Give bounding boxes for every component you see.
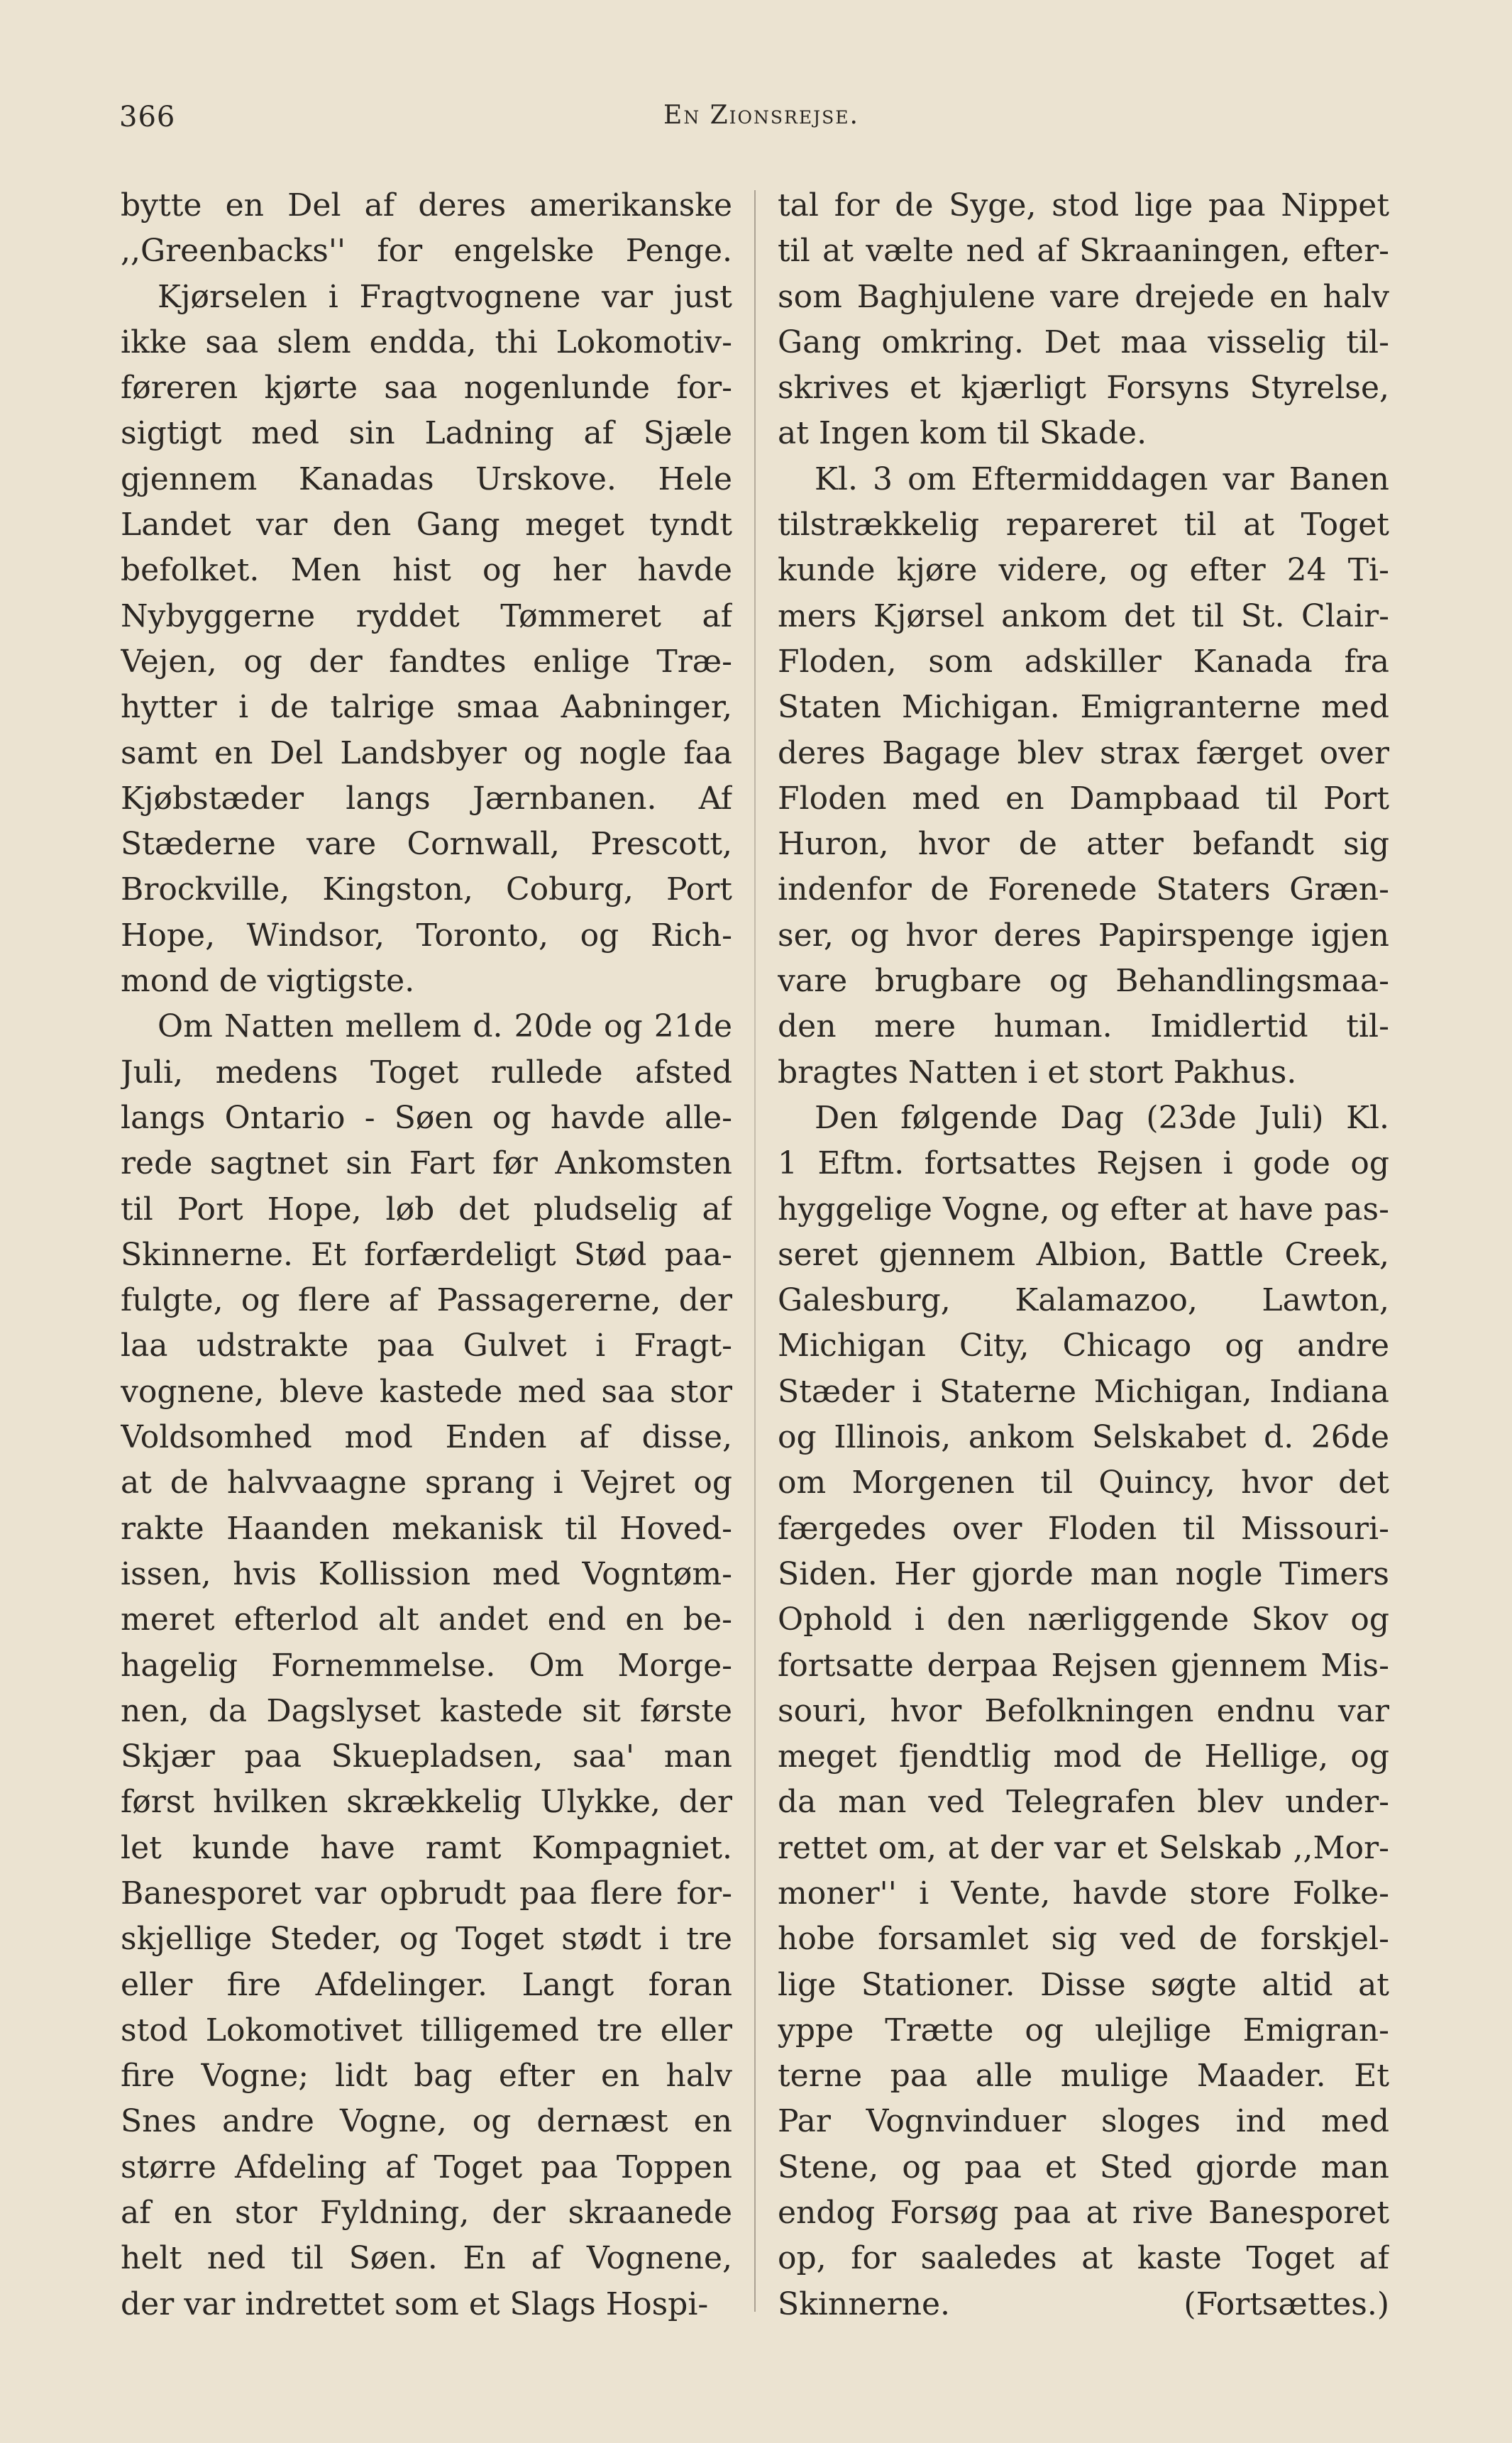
text-line: indenfor de Forenede Staters Græn- (778, 871, 1389, 908)
text-line: Floden, som adskiller Kanada fra (778, 643, 1389, 680)
text-line: Stæder i Staterne Michigan, Indiana (778, 1373, 1389, 1410)
text-line: skrives et kjærligt Forsyns Styrelse, (778, 370, 1389, 407)
text-line: ser, og hvor deres Papirspenge igjen (778, 917, 1389, 954)
text-line: Skinnerne. (Fortsættes.) (778, 2285, 1389, 2322)
text-line: langs Ontario - Søen og havde alle- (121, 1099, 732, 1136)
text-line: deres Bagage blev strax færget over (778, 734, 1389, 771)
text-line: gjennem Kanadas Urskove. Hele (121, 461, 732, 497)
text-line: fulgte, og flere af Passagererne, der (121, 1282, 732, 1319)
text-line: Brockville, Kingston, Coburg, Port (121, 871, 732, 908)
text-line: bytte en Del af deres amerikanske (121, 187, 732, 224)
text-line: Staten Michigan. Emigranterne med (778, 689, 1389, 726)
text-line: kunde kjøre videre, og efter 24 Ti- (778, 552, 1389, 589)
text-line: Skinnerne. Et forfærdeligt Stød paa- (121, 1236, 732, 1273)
text-line: føreren kjørte saa nogenlunde for- (121, 370, 732, 407)
text-line: Michigan City, Chicago og andre (778, 1328, 1389, 1364)
text-line: sigtigt med sin Ladning af Sjæle (121, 415, 732, 452)
text-line: tal for de Syge, stod lige paa Nippet (778, 187, 1389, 224)
text-line: Banesporet var opbrudt paa flere for- (121, 1875, 732, 1912)
text-line: rakte Haanden mekanisk til Hoved- (121, 1510, 732, 1547)
text-line: eller fire Afdelinger. Langt foran (121, 1966, 732, 2003)
text-line: terne paa alle mulige Maader. Et (778, 2058, 1389, 2095)
text-line: seret gjennem Albion, Battle Creek, (778, 1236, 1389, 1273)
text-line: og Illinois, ankom Selskabet d. 26de (778, 1419, 1389, 1456)
text-line: Juli, medens Toget rullede afsted (121, 1054, 732, 1091)
text-line: op, for saaledes at kaste Toget af (778, 2240, 1389, 2277)
text-line: meget fjendtlig mod de Hellige, og (778, 1738, 1389, 1775)
text-line: der var indrettet som et Slags Hospi- (121, 2285, 709, 2322)
text-line: Kjøbstæder langs Jærnbanen. Af (121, 780, 732, 817)
right-text-column (778, 183, 1389, 2327)
text-line: Snes andre Vogne, og dernæst en (121, 2103, 732, 2140)
text-line: at Ingen kom til Skade. (778, 415, 1147, 452)
text-line: hyggelige Vogne, og efter at have pas- (778, 1191, 1389, 1228)
text-line: let kunde have ramt Kompagniet. (121, 1829, 732, 1866)
text-line: Siden. Her gjorde man nogle Timers (778, 1555, 1389, 1592)
text-line: Voldsomhed mod Enden af disse, (121, 1419, 732, 1456)
text-line: issen, hvis Kollission med Vogntøm- (121, 1555, 732, 1592)
text-line: stod Lokomotivet tilligemed tre eller (121, 2012, 732, 2048)
text-line: Huron, hvor de atter befandt sig (778, 826, 1389, 863)
text-line: da man ved Telegrafen blev under- (778, 1784, 1389, 1821)
text-line: lige Stationer. Disse søgte altid at (778, 1966, 1389, 2003)
text-line: at de halvvaagne sprang i Vejret og (121, 1465, 732, 1501)
text-line: Kl. 3 om Eftermiddagen var Banen (815, 461, 1389, 497)
text-line: ikke saa slem endda, thi Lokomotiv- (121, 324, 732, 360)
text-line: Floden med en Dampbaad til Port (778, 780, 1389, 817)
text-line: til Port Hope, løb det pludselig af (121, 1191, 732, 1228)
text-line: laa udstrakte paa Gulvet i Fragt- (121, 1328, 732, 1364)
text-line: Om Natten mellem d. 20de og 21de (158, 1008, 732, 1045)
text-line: mers Kjørsel ankom det til St. Clair- (778, 597, 1389, 634)
text-line: souri, hvor Befolkningen endnu var (778, 1692, 1389, 1729)
text-line: tilstrækkelig repareret til at Toget (778, 507, 1389, 544)
left-text-column (121, 183, 732, 2327)
text-line: som Baghjulene vare drejede en halv (778, 278, 1389, 315)
text-line: mond de vigtigste. (121, 963, 415, 1000)
text-line: hobe forsamlet sig ved de forskjel- (778, 1921, 1389, 1958)
text-line: skjellige Steder, og Toget stødt i tre (121, 1921, 732, 1958)
text-line: Nybyggerne ryddet Tømmeret af (121, 597, 732, 634)
text-line: Landet var den Gang meget tyndt (121, 507, 732, 544)
column-divider (754, 190, 756, 2312)
text-line: Par Vognvinduer sloges ind med (778, 2103, 1389, 2140)
text-line: Skjær paa Skuepladsen, saa' man (121, 1738, 732, 1775)
text-line: rettet om, at der var et Selskab ,,Mor- (778, 1829, 1389, 1866)
text-line: færgedes over Floden til Missouri- (778, 1510, 1389, 1547)
text-line: af en stor Fyldning, der skraanede (121, 2195, 732, 2232)
text-line: Stæderne vare Cornwall, Prescott, (121, 826, 732, 863)
text-line: Stene, og paa et Sted gjorde man (778, 2149, 1389, 2185)
text-line: om Morgenen til Quincy, hvor det (778, 1465, 1389, 1501)
text-line: fortsatte derpaa Rejsen gjennem Mis- (778, 1647, 1389, 1684)
text-line: til at vælte ned af Skraaningen, efter- (778, 233, 1389, 270)
text-line: Gang omkring. Det maa visselig til- (778, 324, 1389, 360)
text-line: Den følgende Dag (23de Juli) Kl. (815, 1099, 1389, 1136)
text-line: hytter i de talrige smaa Aabninger, (121, 689, 732, 726)
page-number: 366 (119, 101, 176, 133)
text-line: ,,Greenbacks'' for engelske Penge. (121, 233, 732, 270)
text-line: yppe Trætte og ulejlige Emigran- (778, 2012, 1389, 2048)
page-header (119, 101, 1403, 143)
text-line: meret efterlod alt andet end en be- (121, 1601, 732, 1638)
text-line: først hvilken skrækkelig Ulykke, der (121, 1784, 732, 1821)
text-line: vognene, bleve kastede med saa stor (121, 1373, 732, 1410)
running-title: En Zionsrejse. (663, 101, 859, 130)
text-line: fire Vogne; lidt bag efter en halv (121, 2058, 732, 2095)
text-line: nen, da Dagslyset kastede sit første (121, 1692, 732, 1729)
text-line: 1 Eftm. fortsattes Rejsen i gode og (778, 1145, 1389, 1182)
text-line: bragtes Natten i et stort Pakhus. (778, 1054, 1297, 1091)
text-line: endog Forsøg paa at rive Banesporet (778, 2195, 1389, 2232)
text-line: vare brugbare og Behandlingsmaa- (778, 963, 1389, 1000)
text-line: Hope, Windsor, Toronto, og Rich- (121, 917, 732, 954)
text-line: større Afdeling af Toget paa Toppen (121, 2149, 732, 2185)
text-line: hagelig Fornemmelse. Om Morge- (121, 1647, 732, 1684)
text-line: Kjørselen i Fragtvognene var just (158, 278, 732, 315)
text-line: samt en Del Landsbyer og nogle faa (121, 734, 732, 771)
text-line: Ophold i den nærliggende Skov og (778, 1601, 1389, 1638)
text-line: rede sagtnet sin Fart før Ankomsten (121, 1145, 732, 1182)
text-line: helt ned til Søen. En af Vognene, (121, 2240, 732, 2277)
text-line: moner'' i Vente, havde store Folke- (778, 1875, 1389, 1912)
text-line: Galesburg, Kalamazoo, Lawton, (778, 1282, 1389, 1319)
text-line: Vejen, og der fandtes enlige Træ- (121, 643, 732, 680)
text-line: den mere human. Imidlertid til- (778, 1008, 1389, 1045)
text-line: befolket. Men hist og her havde (121, 552, 732, 589)
